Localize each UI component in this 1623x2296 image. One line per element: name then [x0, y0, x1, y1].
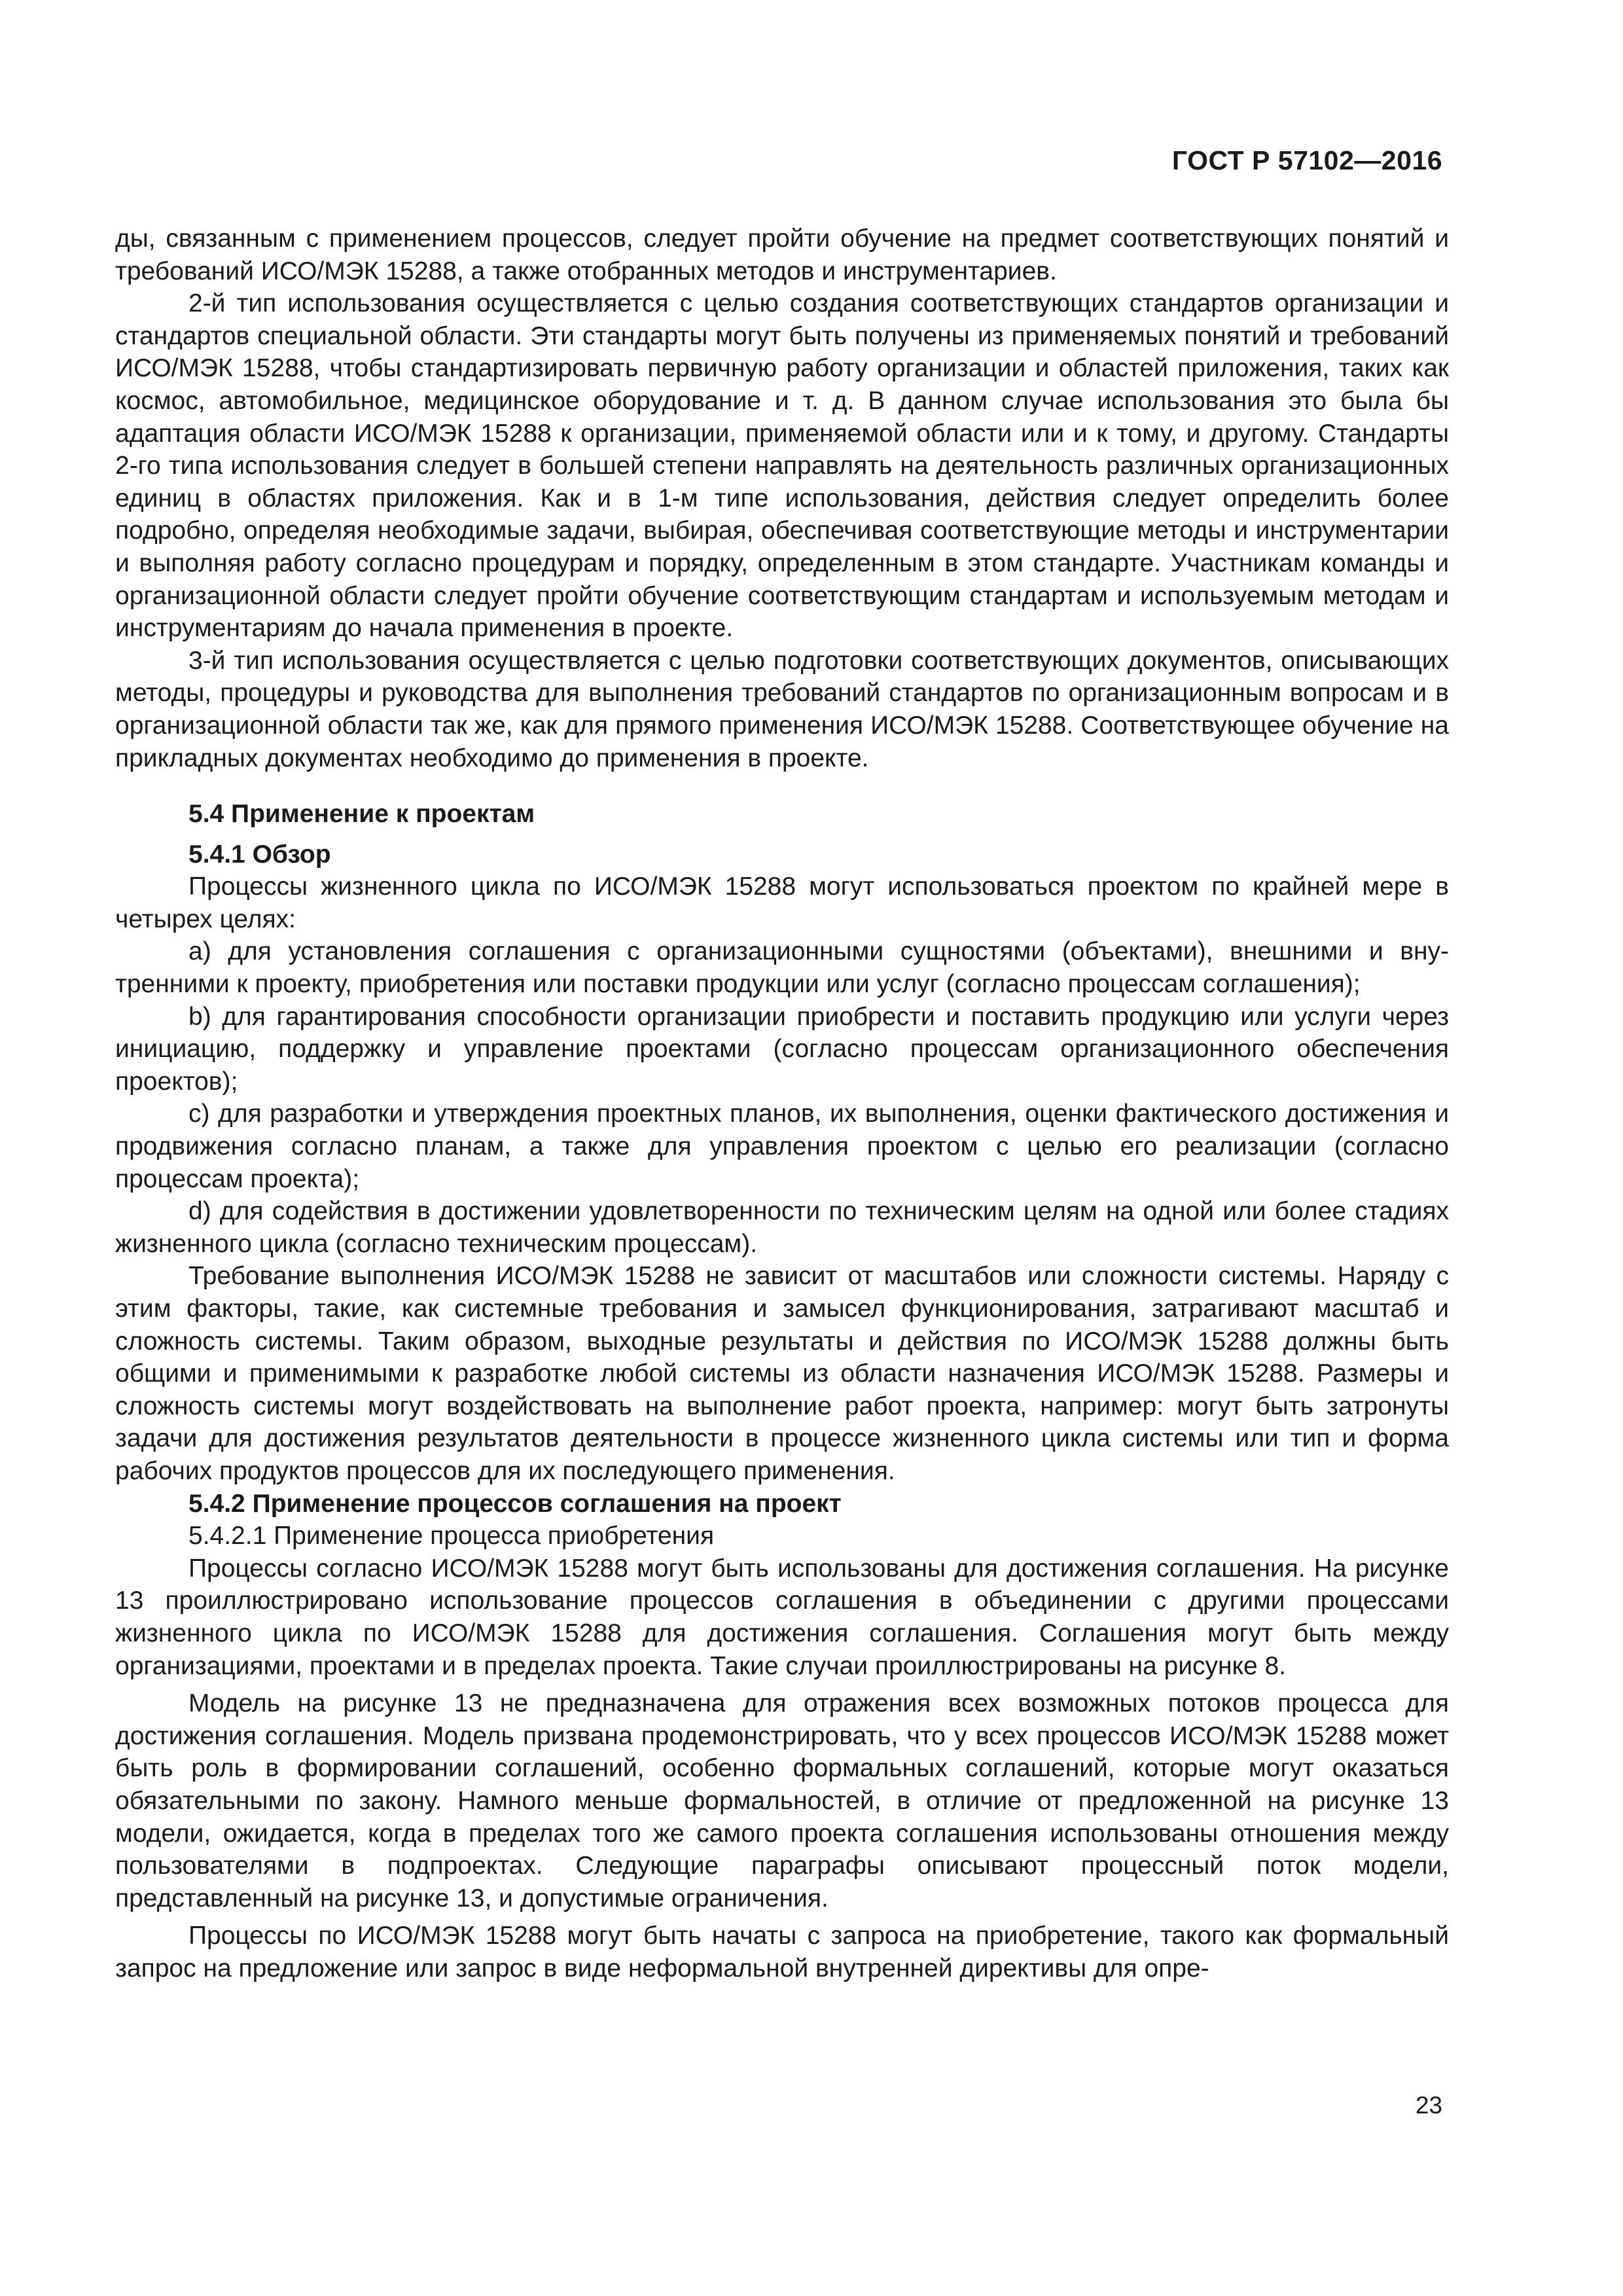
- paragraph-type-3: 3-й тип использования осуществляется с целью подготовки соответствующих документов, описывающих методы, процедуры и руководства для выполнения требований стандартов по организационным вопросам и в организационной области так же, как для прямого применения ИСО/МЭК 15288. Соответствующее обучение на прикладных документах необходимо до применения в проекте.: [115, 646, 1449, 772]
- page-number: 23: [1415, 2092, 1442, 2119]
- paragraph-model-figure-13: Модель на рисунке 13 не предназначена для отражения всех возможных потоков процесса для достижения соглашения. Модель призвана продемонстрировать, что у всех процессов ИСО/МЭК 15288 может быть роль в формировании соглашений, особенно формальных соглашений, которые могут оказаться обязательными по закону. Намного меньше формальностей, в отличие от предложенной на рисунке 13 модели, ожидается, когда в пределах того же самого проекта соглашения использованы отношения между пользователями в подпроектах. Следующие параграфы описывают процессный поток модели, представленный на рисунке 13, и допустимые ограничения.: [115, 1689, 1449, 1912]
- document-body: [115, 223, 1449, 1984]
- paragraph-continuation: ды, связанным с применением процессов, следует пройти обучение на предмет соответствующих понятий и требований ИСО/МЭК 15288, а также отобранных методов и инструментариев.: [115, 224, 1449, 285]
- subsection-heading-5-4-2: 5.4.2 Применение процессов соглашения на проект: [188, 1489, 842, 1518]
- list-item-c: c) для разработки и утверждения проектных планов, их выполнения, оценки фактического достижения и продвижения согласно планам, а также для управления проектом с целью его реализации (согласно процессам проекта);: [115, 1100, 1449, 1193]
- list-item-b: b) для гарантирования способности организации приобрести и поставить продукцию или услуги через инициацию, поддержку и управление проектами (согласно процессам организационного обеспечения проектов);: [115, 1002, 1449, 1096]
- paragraph-acquisition-request: Процессы по ИСО/МЭК 15288 могут быть начаты с запроса на приобретение, такого как формальный запрос на предложение или запрос в виде неформальной внутренней директивы для опре-: [115, 1922, 1449, 1982]
- paragraph-requirements: Требование выполнения ИСО/МЭК 15288 не зависит от масштабов или сложности системы. Наряду с этим факторы, такие, как системные требования и замысел функционирования, затрагивают масштаб и сложность системы. Таким образом, выходные результаты и действия по ИСО/МЭК 15288 должны быть общими и применимыми к разработке любой системы из области назначения ИСО/МЭК 15288. Размеры и сложность системы могут воздействовать на выполнение работ проекта, например: могут быть затронуты задачи для достижения результатов деятельности в процессе жизненного цикла системы или тип и форма рабочих продуктов процессов для их последующего применения.: [115, 1262, 1449, 1485]
- paragraph-type-2: 2-й тип использования осуществляется с целью создания соответствующих стандартов организации и стандартов специальной области. Эти стандарты могут быть получены из применяемых понятий и требований ИСО/МЭК 15288, чтобы стандартизировать первичную работу организации и областей приложения, таких как космос, автомобильное, медицинское оборудование и т. д. В данном случае использования это была бы адаптация области ИСО/МЭК 15288 к организации, применяемой области или и к тому, и другому. Стандарты 2-го типа использования следует в большей степени направлять на деятельность различных организационных единиц в областях приложения. Как и в 1-м типе использования, действия следует определить более подробно, определяя необходимые задачи, выбирая, обеспечивая соответствующие методы и инструментарии и выполняя работу согласно процедурам и порядку, определенным в этом стандарте. Участникам команды и организационной области следует пройти обучение соответствующим стандартам и используемым методам и инструментариям до начала применения в проекте.: [115, 289, 1449, 643]
- section-heading-5-4: 5.4 Применение к проектам: [188, 800, 535, 829]
- subsection-heading-5-4-1: 5.4.1 Обзор: [188, 840, 331, 869]
- paragraph-purposes-intro: Процессы жизненного цикла по ИСО/МЭК 15288 могут использоваться проектом по крайней мере в четырех целях:: [115, 872, 1449, 933]
- list-item-a: a) для установления соглашения с организационными сущностями (объектами), внешними и внутренними к проекту, приобретения или поставки продукции или услуг (согласно процессам соглашения);: [115, 937, 1449, 999]
- document-id-header: ГОСТ Р 57102—2016: [1171, 145, 1442, 175]
- paragraph-agreement-processes: Процессы согласно ИСО/МЭК 15288 могут быть использованы для достижения соглашения. На рисунке 13 проиллюстрировано использование процессов соглашения в объединении с другими процессами жизненного цикла по ИСО/МЭК 15288 для достижения соглашения. Соглашения могут быть между организациями, проектами и в пределах проекта. Такие случаи проиллюстрированы на рисунке 8.: [115, 1554, 1449, 1680]
- list-item-d: d) для содействия в достижении удовлетворенности по техническим целям на одной или более стадиях жизненного цикла (согласно техническим процессам).: [115, 1197, 1449, 1258]
- clause-heading-5-4-2-1: 5.4.2.1 Применение процесса приобретения: [188, 1522, 715, 1551]
